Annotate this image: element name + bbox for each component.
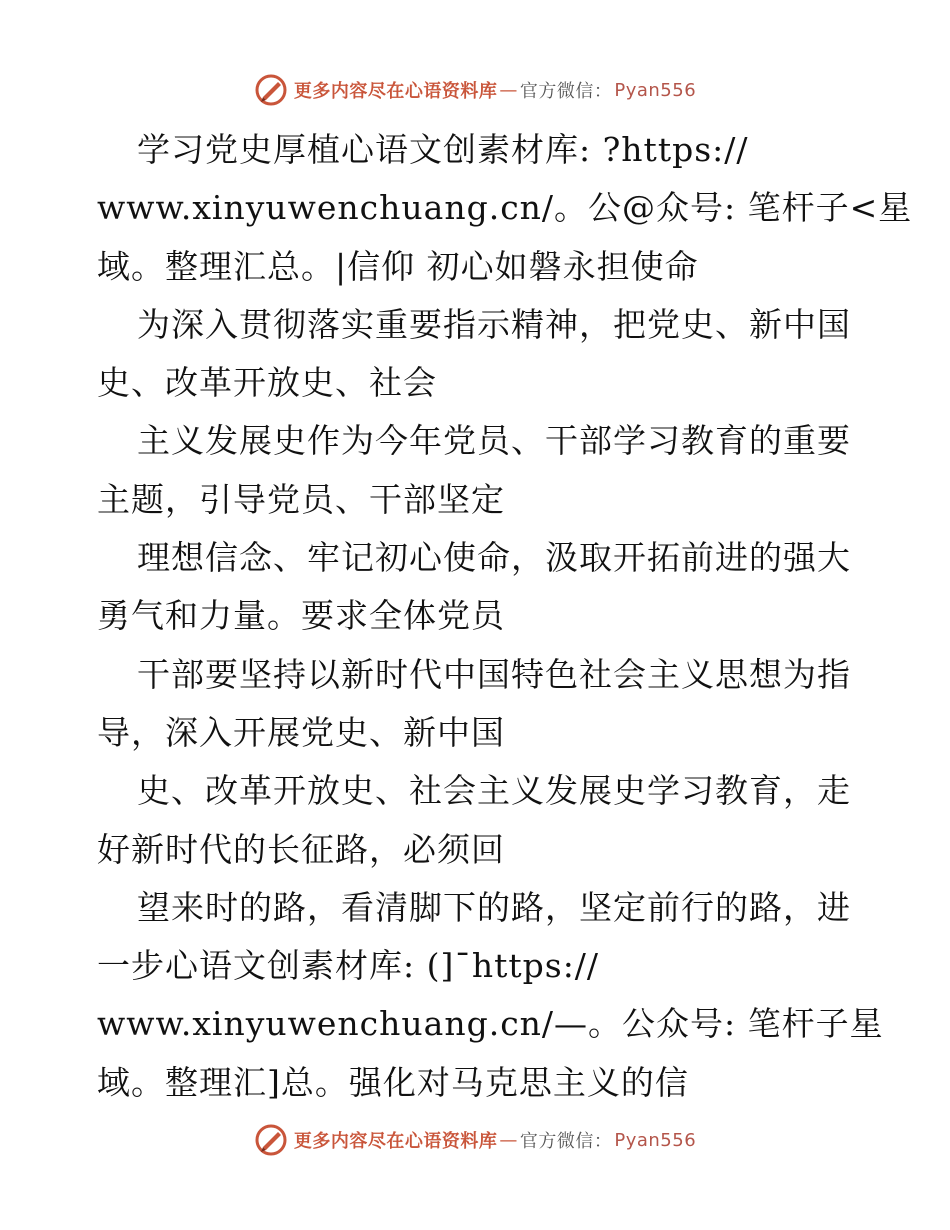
body-line: 勇气和力量。要求全体党员 (97, 596, 505, 636)
body-line: 史、改革开放史、社会主义发展史学习教育，走 (137, 771, 851, 811)
banner-promo: 更多内容尽在心语资料库 (293, 81, 498, 102)
body-line: 导，深入开展党史、新中国 (97, 712, 505, 752)
banner-handle: Pyan556 (614, 1129, 697, 1151)
document-body (97, 121, 913, 1112)
body-line: 理想信念、牢记初心使命，汲取开拓前进的强大 (137, 538, 851, 578)
banner-separator: — (499, 79, 518, 101)
logo-icon (254, 1123, 288, 1157)
footer-banner (0, 1120, 950, 1160)
banner-separator: — (499, 1129, 518, 1151)
banner-contact: 官方微信： (519, 81, 613, 102)
body-line: 望来时的路，看清脚下的路，坚定前行的路，进 (137, 887, 851, 927)
body-line: 干部要坚持以新时代中国特色社会主义思想为指 (137, 654, 851, 694)
body-line: 主义发展史作为今年党员、干部学习教育的重要 (137, 421, 851, 461)
banner-contact: 官方微信： (519, 1131, 613, 1152)
body-line: www.xinyuwenchuang.cn/—。公众号: 笔杆子星 (97, 1004, 884, 1044)
banner-promo: 更多内容尽在心语资料库 (293, 1131, 498, 1152)
body-line: 好新时代的长征路，必须回 (97, 829, 505, 869)
body-line: 一步心语文创素材库: (]¯https:// (97, 946, 600, 986)
body-line: 域。整理汇总。|信仰 初心如磐永担使命 (97, 246, 699, 286)
logo-icon (254, 73, 288, 107)
body-line: 域。整理汇]总。强化对马克思主义的信 (97, 1062, 689, 1102)
body-line: 主题，引导党员、干部坚定 (97, 479, 505, 519)
header-banner (0, 70, 950, 110)
body-line: 为深入贯彻落实重要指示精神，把党史、新中国 (137, 304, 851, 344)
body-line: 史、改革开放史、社会 (97, 363, 437, 403)
banner-handle: Pyan556 (614, 79, 697, 101)
body-line: www.xinyuwenchuang.cn/。公@众号: 笔杆子<星 (97, 188, 913, 228)
body-line: 学习党史厚植心语文创素材库: ?https:// (137, 130, 749, 169)
